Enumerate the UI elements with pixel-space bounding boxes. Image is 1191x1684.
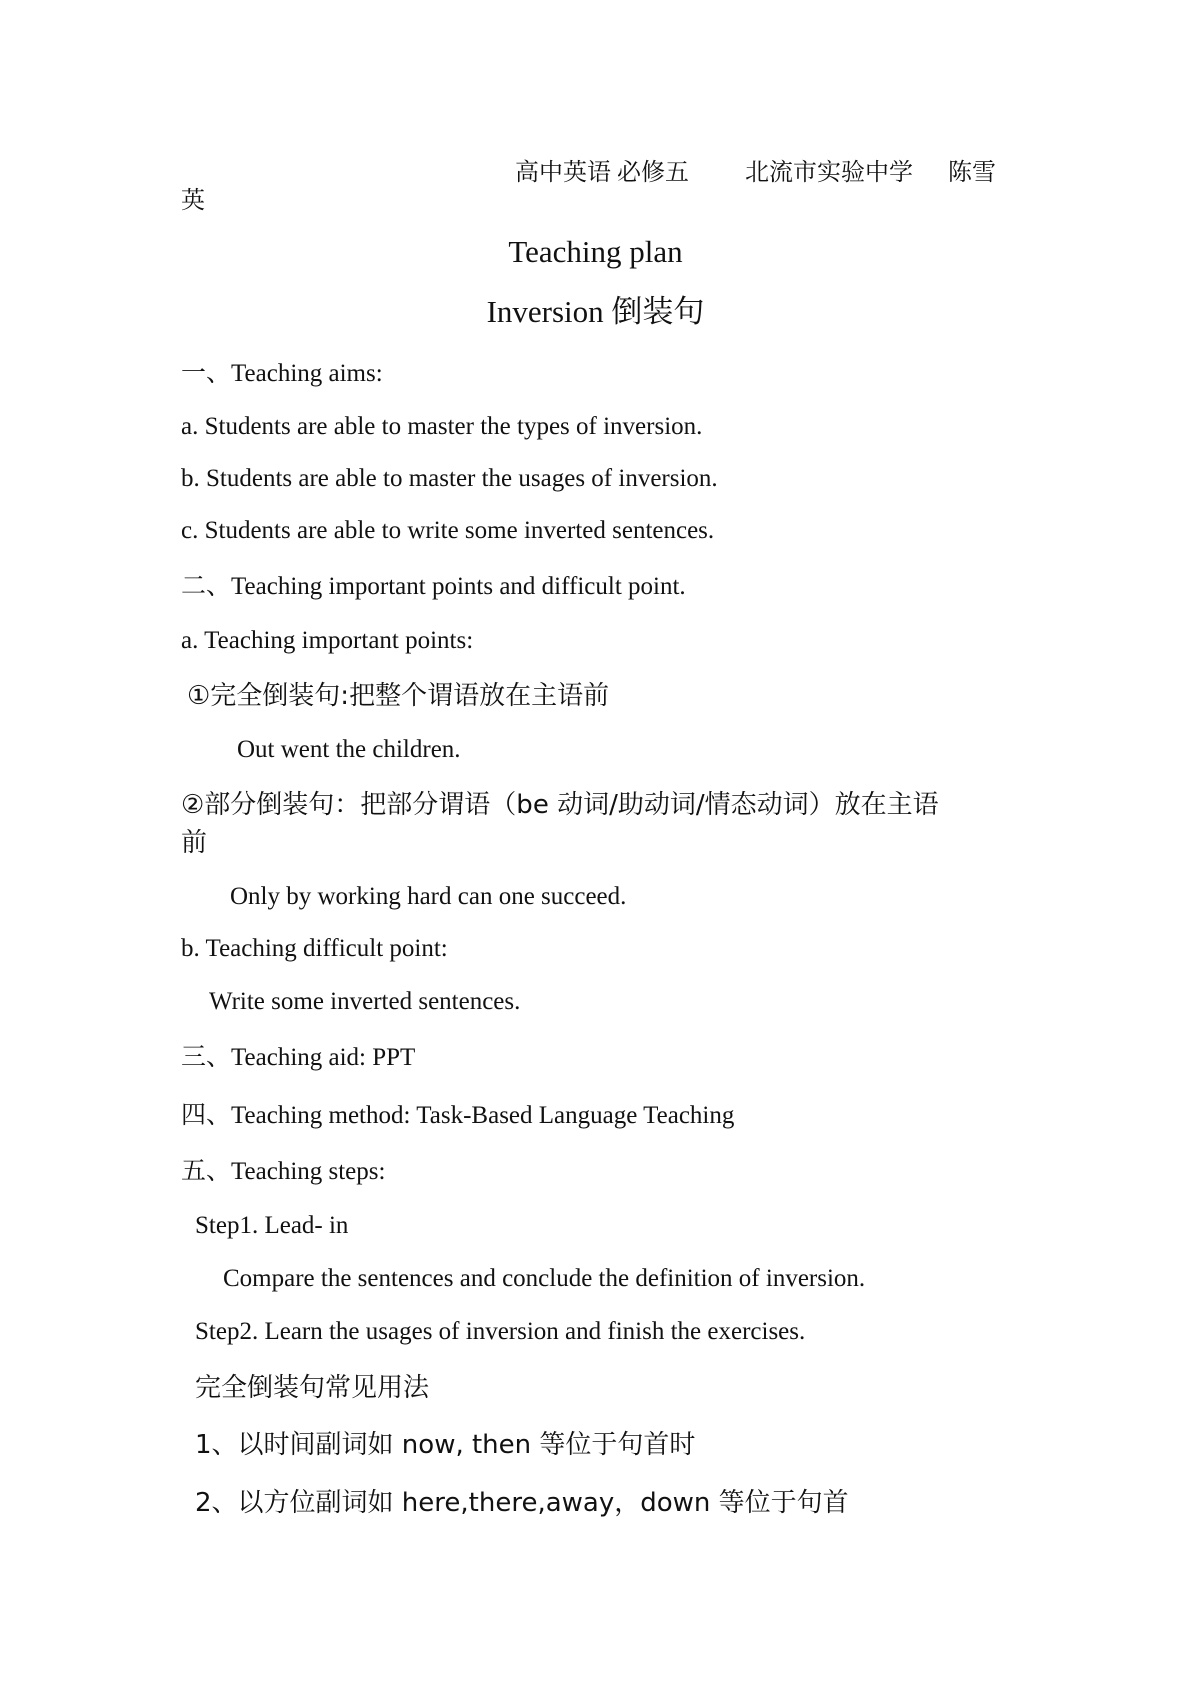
important-points-label: a. Teaching important points:: [181, 627, 474, 654]
step2-title: Step2. Learn the usages of inversion and finish the exercises.: [195, 1318, 806, 1345]
point1-full-inversion: ①完全倒装句:把整个谓语放在主语前: [187, 681, 610, 711]
step1-title: Step1. Lead- in: [195, 1212, 349, 1239]
usage-heading: 完全倒装句常见用法: [195, 1373, 430, 1403]
difficult-point-text: Write some inverted sentences.: [209, 988, 521, 1015]
point2-partial-inversion-continued: 前: [181, 828, 208, 858]
point2-partial-inversion: ②部分倒装句：把部分谓语（be 动词/助动词/情态动词）放在主语: [181, 790, 939, 820]
header-school: 北流市实验中学: [745, 160, 913, 186]
title-teaching-plan: Teaching plan: [508, 234, 683, 269]
point2-example: Only by working hard can one succeed.: [230, 883, 627, 910]
section5-heading: 五、Teaching steps:: [181, 1158, 386, 1185]
header-author-continued: 英: [181, 188, 205, 214]
usage-item-2: 2、以方位副词如 here,there,away，down 等位于句首: [195, 1488, 849, 1518]
section2-heading: 二、Teaching important points and difficult point.: [181, 573, 686, 600]
title-inversion: Inversion 倒装句: [486, 294, 705, 329]
header-course: 高中英语 必修五: [515, 160, 689, 186]
section1-heading: 一、Teaching aims:: [181, 360, 383, 387]
usage-item-1: 1、以时间副词如 now, then 等位于句首时: [195, 1430, 696, 1460]
difficult-point-label: b. Teaching difficult point:: [181, 935, 448, 962]
step1-text: Compare the sentences and conclude the definition of inversion.: [223, 1265, 866, 1292]
aim-b: b. Students are able to master the usages of inversion.: [181, 465, 718, 492]
point1-example: Out went the children.: [237, 736, 461, 763]
section4-heading: 四、Teaching method: Task-Based Language Teaching: [181, 1102, 735, 1129]
aim-a: a. Students are able to master the types of inversion.: [181, 413, 703, 440]
header-author: 陈雪: [948, 160, 996, 186]
aim-c: c. Students are able to write some inverted sentences.: [181, 517, 715, 544]
section3-heading: 三、Teaching aid: PPT: [181, 1044, 416, 1071]
